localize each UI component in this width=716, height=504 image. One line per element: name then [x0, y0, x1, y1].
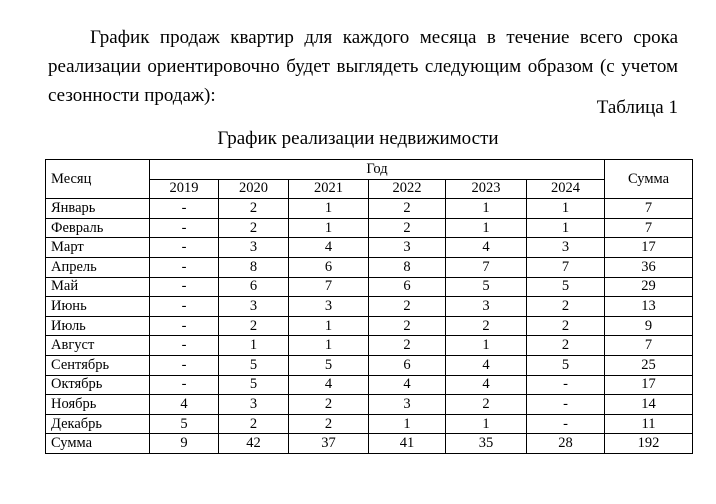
- value-cell: 2: [219, 218, 289, 238]
- row-sum-cell: 192: [605, 434, 693, 454]
- value-cell: -: [150, 316, 219, 336]
- month-cell: Июнь: [46, 297, 150, 317]
- value-cell: 5: [527, 277, 605, 297]
- table-row: [46, 336, 693, 356]
- value-cell: 1: [219, 336, 289, 356]
- table-row: [46, 395, 693, 415]
- value-cell: 2: [369, 199, 446, 219]
- value-cell: -: [150, 375, 219, 395]
- month-cell: Октябрь: [46, 375, 150, 395]
- value-cell: 35: [446, 434, 527, 454]
- table-row: [46, 238, 693, 258]
- value-cell: 3: [369, 395, 446, 415]
- value-cell: 1: [289, 199, 369, 219]
- value-cell: 2: [219, 414, 289, 434]
- value-cell: 5: [150, 414, 219, 434]
- value-cell: 9: [150, 434, 219, 454]
- value-cell: 2: [527, 297, 605, 317]
- value-cell: 7: [527, 257, 605, 277]
- table-row: [46, 218, 693, 238]
- sales-schedule-table: [45, 159, 693, 454]
- row-sum-cell: 7: [605, 336, 693, 356]
- value-cell: 2: [369, 316, 446, 336]
- table-header-row: [46, 160, 693, 180]
- year-cell: 2020: [219, 179, 289, 199]
- month-cell: Ноябрь: [46, 395, 150, 415]
- table-row: [46, 375, 693, 395]
- header-month: Месяц: [46, 160, 150, 199]
- value-cell: 5: [289, 355, 369, 375]
- value-cell: 2: [527, 336, 605, 356]
- value-cell: 2: [369, 218, 446, 238]
- value-cell: 5: [219, 355, 289, 375]
- value-cell: -: [150, 336, 219, 356]
- table-row: [46, 297, 693, 317]
- table-row: [46, 257, 693, 277]
- value-cell: 8: [219, 257, 289, 277]
- value-cell: -: [150, 297, 219, 317]
- value-cell: 8: [369, 257, 446, 277]
- value-cell: 1: [289, 336, 369, 356]
- row-sum-cell: 11: [605, 414, 693, 434]
- year-cell: 2024: [527, 179, 605, 199]
- table-row: [46, 355, 693, 375]
- value-cell: 3: [219, 395, 289, 415]
- row-sum-cell: 17: [605, 238, 693, 258]
- value-cell: -: [150, 218, 219, 238]
- value-cell: 7: [289, 277, 369, 297]
- value-cell: -: [527, 375, 605, 395]
- value-cell: 37: [289, 434, 369, 454]
- value-cell: 7: [446, 257, 527, 277]
- table-title: График реализации недвижимости: [217, 128, 499, 149]
- value-cell: 2: [446, 316, 527, 336]
- value-cell: 2: [527, 316, 605, 336]
- value-cell: 6: [219, 277, 289, 297]
- value-cell: 28: [527, 434, 605, 454]
- value-cell: 4: [150, 395, 219, 415]
- value-cell: 4: [446, 238, 527, 258]
- value-cell: 3: [369, 238, 446, 258]
- year-cell: 2022: [369, 179, 446, 199]
- month-cell: Март: [46, 238, 150, 258]
- value-cell: 1: [446, 199, 527, 219]
- value-cell: -: [150, 355, 219, 375]
- total-label-cell: Сумма: [46, 434, 150, 454]
- table-number-label: Таблица 1: [596, 97, 678, 118]
- row-sum-cell: 36: [605, 257, 693, 277]
- value-cell: 5: [527, 355, 605, 375]
- value-cell: 2: [369, 297, 446, 317]
- month-cell: Май: [46, 277, 150, 297]
- month-cell: Сентябрь: [46, 355, 150, 375]
- value-cell: 4: [446, 355, 527, 375]
- row-sum-cell: 7: [605, 199, 693, 219]
- table-row: [46, 414, 693, 434]
- value-cell: 1: [446, 336, 527, 356]
- value-cell: 5: [219, 375, 289, 395]
- value-cell: 1: [446, 414, 527, 434]
- value-cell: 3: [289, 297, 369, 317]
- value-cell: 3: [446, 297, 527, 317]
- value-cell: 1: [369, 414, 446, 434]
- row-sum-cell: 13: [605, 297, 693, 317]
- row-sum-cell: 9: [605, 316, 693, 336]
- value-cell: 1: [289, 218, 369, 238]
- value-cell: 3: [527, 238, 605, 258]
- value-cell: 1: [527, 218, 605, 238]
- value-cell: 5: [446, 277, 527, 297]
- year-cell: 2019: [150, 179, 219, 199]
- intro-paragraph: График продаж квартир для каждого месяца в течение всего срока реализации ориентировочно будет выглядеть следующим образом (с учетом сезонности продаж):: [48, 27, 678, 106]
- value-cell: 2: [289, 414, 369, 434]
- header-sum: Сумма: [605, 160, 693, 199]
- table-row: [46, 316, 693, 336]
- value-cell: 4: [446, 375, 527, 395]
- value-cell: 2: [369, 336, 446, 356]
- value-cell: 1: [527, 199, 605, 219]
- value-cell: 2: [446, 395, 527, 415]
- value-cell: 4: [289, 238, 369, 258]
- value-cell: -: [150, 257, 219, 277]
- value-cell: 6: [289, 257, 369, 277]
- value-cell: 1: [446, 218, 527, 238]
- table-row: [46, 277, 693, 297]
- value-cell: 3: [219, 297, 289, 317]
- value-cell: 42: [219, 434, 289, 454]
- table-row: [46, 199, 693, 219]
- header-year: Год: [150, 160, 605, 180]
- value-cell: -: [150, 277, 219, 297]
- value-cell: 4: [289, 375, 369, 395]
- month-cell: Декабрь: [46, 414, 150, 434]
- value-cell: 2: [219, 199, 289, 219]
- value-cell: 2: [289, 395, 369, 415]
- year-cell: 2021: [289, 179, 369, 199]
- value-cell: 41: [369, 434, 446, 454]
- month-cell: Апрель: [46, 257, 150, 277]
- row-sum-cell: 7: [605, 218, 693, 238]
- month-cell: Август: [46, 336, 150, 356]
- value-cell: -: [527, 414, 605, 434]
- table-total-row: [46, 434, 693, 454]
- row-sum-cell: 25: [605, 355, 693, 375]
- value-cell: -: [150, 238, 219, 258]
- year-cell: 2023: [446, 179, 527, 199]
- value-cell: 4: [369, 375, 446, 395]
- month-cell: Февраль: [46, 218, 150, 238]
- value-cell: 2: [219, 316, 289, 336]
- row-sum-cell: 29: [605, 277, 693, 297]
- value-cell: 6: [369, 355, 446, 375]
- row-sum-cell: 17: [605, 375, 693, 395]
- month-cell: Июль: [46, 316, 150, 336]
- month-cell: Январь: [46, 199, 150, 219]
- row-sum-cell: 14: [605, 395, 693, 415]
- value-cell: -: [527, 395, 605, 415]
- value-cell: 1: [289, 316, 369, 336]
- value-cell: 3: [219, 238, 289, 258]
- value-cell: -: [150, 199, 219, 219]
- value-cell: 6: [369, 277, 446, 297]
